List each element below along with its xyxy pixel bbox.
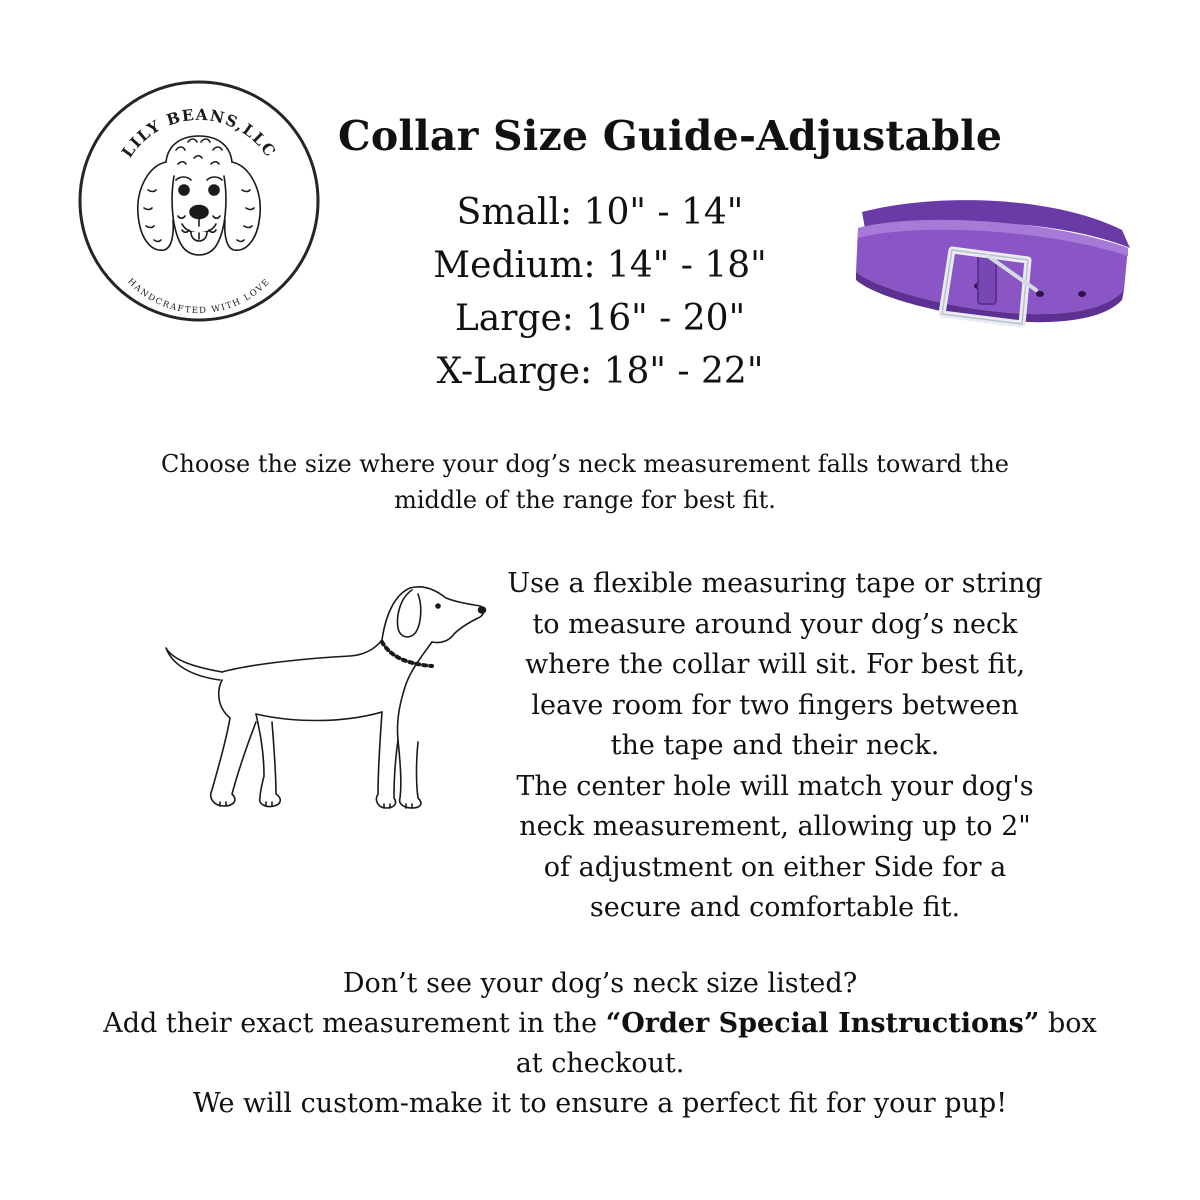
size-medium: Medium: 14" - 18" xyxy=(433,245,767,286)
size-small: Small: 10" - 14" xyxy=(456,192,744,233)
size-x-large: X-Large: 18" - 22" xyxy=(436,351,764,392)
logo-bottom-text: HANDCRAFTED WITH LOVE xyxy=(125,276,273,317)
measuring-instructions xyxy=(505,564,1045,929)
measure-paragraph-1: Use a flexible measuring tape or string to measure around your dog’s neck where the collar will sit. For best fit, leave room for two fingers between the tape and their neck. xyxy=(507,568,1043,761)
page-title: Collar Size Guide-Adjustable xyxy=(338,112,1003,160)
size-list xyxy=(400,186,800,398)
measure-paragraph-2: The center hole will match your dog's neck measurement, allowing up to 2" of adjustment on either Side for a secure and comfortable fit. xyxy=(516,770,1034,923)
fit-hint: Choose the size where your dog’s neck measurement falls toward the middle of the range for best fit. xyxy=(161,450,1009,514)
custom-line-2-before: Add their exact measurement in the xyxy=(103,1008,606,1039)
custom-line-1: Don’t see your dog’s neck size listed? xyxy=(342,968,858,999)
custom-line-2 xyxy=(100,1004,1100,1084)
logo-top-text: LILY BEANS,LLC xyxy=(117,104,281,162)
purple-collar-icon xyxy=(850,190,1135,330)
order-special-instructions-label: “Order Special Instructions” xyxy=(605,1008,1040,1039)
lily-beans-logo xyxy=(78,80,320,322)
custom-size-note xyxy=(100,964,1100,1124)
size-large: Large: 16" - 20" xyxy=(454,298,746,339)
dog-outline-icon xyxy=(160,572,500,827)
custom-line-2-after: box at checkout. xyxy=(515,1008,1097,1079)
custom-line-3: We will custom-make it to ensure a perfect fit for your pup! xyxy=(192,1088,1008,1119)
